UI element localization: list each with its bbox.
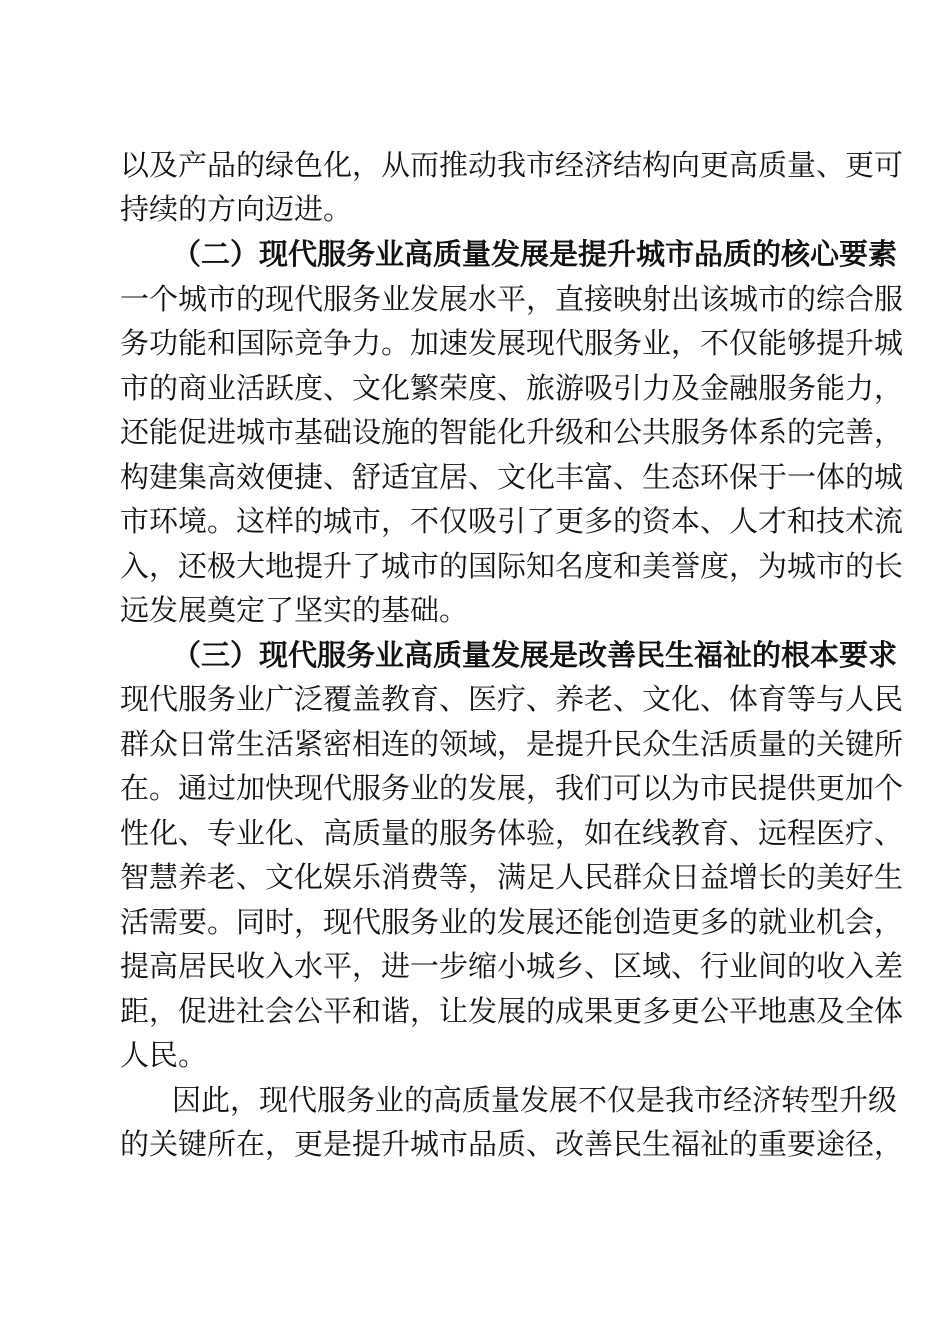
section-heading-3: （三）现代服务业高质量发展是改善民生福祉的根本要求	[172, 638, 898, 672]
body-text-line: 群众日常生活紧密相连的领域，是提升民众生活质量的关键所	[120, 727, 904, 761]
body-text-line: 活需要。同时，现代服务业的发展还能创造更多的就业机会，	[120, 905, 904, 939]
body-text-line: 市环境。这样的城市，不仅吸引了更多的资本、人才和技术流	[120, 504, 904, 538]
body-text-line: 性化、专业化、高质量的服务体验，如在线教育、远程医疗、	[120, 816, 904, 850]
body-text-line: 人民。	[120, 1038, 208, 1072]
body-text-line: 以及产品的绿色化，从而推动我市经济结构向更高质量、更可	[120, 148, 904, 182]
body-text-line: 现代服务业广泛覆盖教育、医疗、养老、文化、体育等与人民	[120, 682, 904, 716]
body-text-line: 务功能和国际竞争力。加速发展现代服务业，不仅能够提升城	[120, 326, 904, 360]
body-text-line: 在。通过加快现代服务业的发展，我们可以为市民提供更加个	[120, 771, 904, 805]
body-text-line: 远发展奠定了坚实的基础。	[120, 593, 469, 627]
body-text-line: 一个城市的现代服务业发展水平，直接映射出该城市的综合服	[120, 282, 904, 316]
body-text-line: 因此，现代服务业的高质量发展不仅是我市经济转型升级	[172, 1083, 898, 1117]
body-text-line: 提高居民收入水平，进一步缩小城乡、区域、行业间的收入差	[120, 949, 904, 983]
body-text-line: 入，还极大地提升了城市的国际知名度和美誉度，为城市的长	[120, 549, 904, 583]
body-text-line: 的关键所在，更是提升城市品质、改善民生福祉的重要途径，	[120, 1127, 904, 1161]
body-text-line: 智慧养老、文化娱乐消费等，满足人民群众日益增长的美好生	[120, 860, 904, 894]
body-text-line: 持续的方向迈进。	[120, 192, 353, 226]
section-heading-2: （二）现代服务业高质量发展是提升城市品质的核心要素	[172, 237, 898, 271]
body-text-line: 构建集高效便捷、舒适宜居、文化丰富、生态环保于一体的城	[120, 460, 904, 494]
body-text-line: 距，促进社会公平和谐，让发展的成果更多更公平地惠及全体	[120, 994, 904, 1028]
body-text-line: 还能促进城市基础设施的智能化升级和公共服务体系的完善，	[120, 415, 904, 449]
body-text-line: 市的商业活跃度、文化繁荣度、旅游吸引力及金融服务能力，	[120, 371, 904, 405]
